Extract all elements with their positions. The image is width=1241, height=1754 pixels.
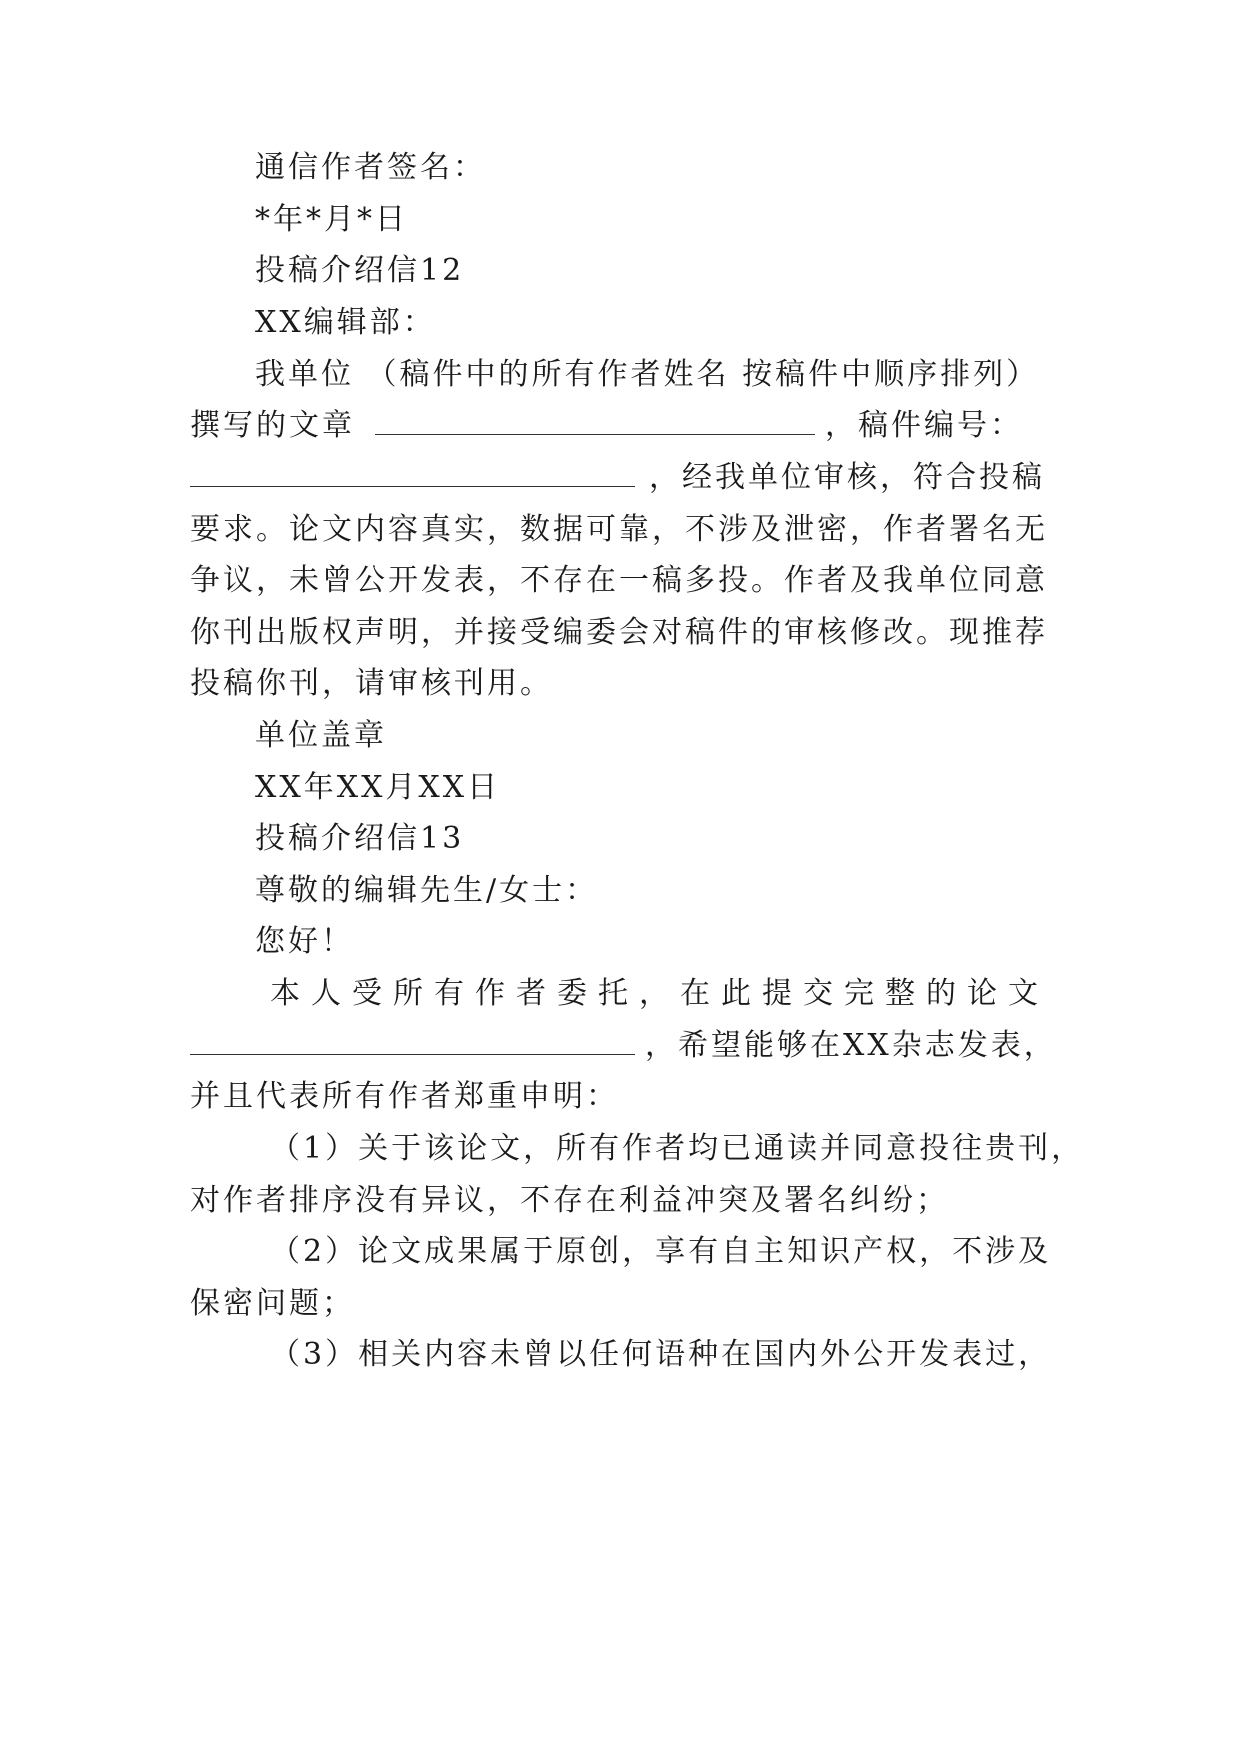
- letter-13-title: 投稿介绍信13: [255, 821, 465, 856]
- corresponding-author-signature: 通信作者签名：: [255, 150, 486, 185]
- letter-12-para-line: [190, 456, 1060, 500]
- article-label: 撰写的文章: [190, 408, 355, 443]
- letter-12-para-line: 你刊出版权声明，并接受编委会对稿件的审核修改。现推荐: [190, 615, 1048, 650]
- letter-13-para-line: 并且代表所有作者郑重申明：: [190, 1079, 619, 1114]
- letter-12-salutation: XX编辑部：: [255, 305, 436, 340]
- letter-12-para-line: 我单位 （稿件中的所有作者姓名 按稿件中顺序排列）: [255, 357, 1040, 392]
- letter-12-para-line: 争议，未曾公开发表，不存在一稿多投。作者及我单位同意: [190, 563, 1048, 598]
- letter-13-greeting: 您好！: [255, 924, 354, 959]
- paper-title-blank: [190, 1024, 635, 1055]
- journal-hope-text: ，希望能够在XX杂志发表，: [645, 1028, 1057, 1063]
- unit-seal: 单位盖章: [255, 718, 387, 753]
- manuscript-number-blank: [190, 456, 635, 487]
- letter-12-date: XX年XX月XX日: [255, 770, 501, 805]
- letter-12-para-line: 投稿你刊，请审核刊用。: [190, 666, 553, 701]
- letter-13-para-line: 本人受所有作者委托，在此提交完整的论文: [270, 976, 1049, 1011]
- declaration-item-2: （2）论文成果属于原创，享有自主知识产权，不涉及: [270, 1234, 1052, 1269]
- article-title-blank: [375, 404, 815, 435]
- letter-12-title: 投稿介绍信12: [255, 253, 465, 288]
- review-text: ，经我单位审核，符合投稿: [649, 460, 1045, 495]
- declaration-item-2-cont: 保密问题；: [190, 1286, 355, 1321]
- letter-13-para-line: [190, 1024, 1060, 1068]
- declaration-item-1: （1）关于该论文，所有作者均已通读并同意投往贵刊，: [270, 1131, 1085, 1166]
- declaration-item-3: （3）相关内容未曾以任何语种在国内外公开发表过，: [270, 1337, 1052, 1372]
- letter-12-para-line: [190, 404, 1060, 448]
- declaration-item-1-cont: 对作者排序没有异议，不存在利益冲突及署名纠纷；: [190, 1183, 949, 1218]
- signature-date: *年*月*日: [255, 202, 408, 237]
- manuscript-number-label: ，稿件编号：: [825, 408, 1023, 443]
- letter-12-para-line: 要求。论文内容真实，数据可靠，不涉及泄密，作者署名无: [190, 512, 1048, 547]
- letter-13-salutation: 尊敬的编辑先生/女士：: [255, 873, 599, 908]
